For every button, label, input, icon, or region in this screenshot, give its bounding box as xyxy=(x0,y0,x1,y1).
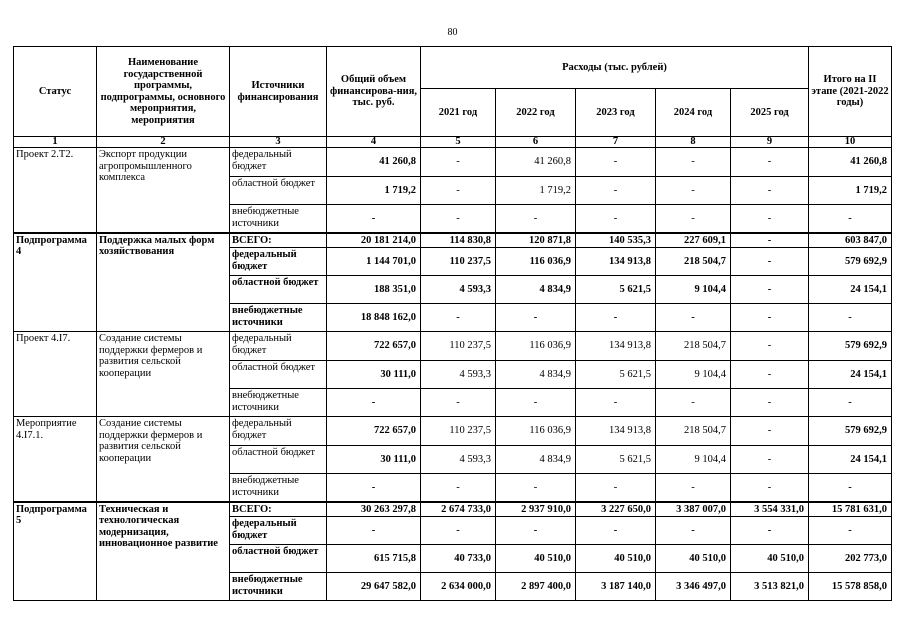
year-2023-cell: - xyxy=(576,517,656,545)
stage-total-cell: 579 692,9 xyxy=(809,332,892,361)
year-2022-cell: 2 897 400,0 xyxy=(496,573,576,601)
source-cell: внебюджетные источники xyxy=(230,474,327,502)
table-row xyxy=(14,148,892,177)
year-2025-cell: - xyxy=(731,304,809,332)
col-index: 2 xyxy=(97,137,230,148)
source-cell: федеральный бюджет xyxy=(230,148,327,177)
stage-total-cell: 15 781 631,0 xyxy=(809,502,892,517)
year-2023-cell: - xyxy=(576,474,656,502)
col-index: 7 xyxy=(576,137,656,148)
stage-total-cell: 41 260,8 xyxy=(809,148,892,177)
header-year: 2025 год xyxy=(731,89,809,137)
stage-total-cell: - xyxy=(809,304,892,332)
year-2025-cell: 3 513 821,0 xyxy=(731,573,809,601)
source-cell: внебюджетные источники xyxy=(230,573,327,601)
year-2025-cell: - xyxy=(731,361,809,389)
year-2022-cell: 1 719,2 xyxy=(496,177,576,205)
table-body xyxy=(14,148,892,601)
source-cell: внебюджетные источники xyxy=(230,304,327,332)
header-name: Наименование государственной программы, подпрограммы, основного мероприятия, мероприятия xyxy=(97,47,230,137)
status-cell: Подпрограмма 5 xyxy=(14,502,97,601)
header-year: 2024 год xyxy=(656,89,731,137)
year-2021-cell: 114 830,8 xyxy=(421,233,496,248)
header-expenses: Расходы (тыс. рублей) xyxy=(421,47,809,89)
name-cell: Техническая и технологическая модернизация, инновационное развитие xyxy=(97,502,230,601)
year-2024-cell: - xyxy=(656,517,731,545)
total-cell: - xyxy=(327,205,421,233)
source-cell: ВСЕГО: xyxy=(230,502,327,517)
year-2025-cell: - xyxy=(731,389,809,417)
year-2024-cell: 3 346 497,0 xyxy=(656,573,731,601)
year-2021-cell: 110 237,5 xyxy=(421,332,496,361)
year-2021-cell: 4 593,3 xyxy=(421,276,496,304)
total-cell: 722 657,0 xyxy=(327,332,421,361)
status-cell: Подпрограмма 4 xyxy=(14,233,97,332)
year-2021-cell: - xyxy=(421,205,496,233)
col-index: 3 xyxy=(230,137,327,148)
year-2025-cell: - xyxy=(731,248,809,276)
source-cell: ВСЕГО: xyxy=(230,233,327,248)
name-cell: Поддержка малых форм хозяйствования xyxy=(97,233,230,332)
year-2021-cell: 2 674 733,0 xyxy=(421,502,496,517)
source-cell: областной бюджет xyxy=(230,545,327,573)
total-cell: 30 111,0 xyxy=(327,446,421,474)
source-cell: федеральный бюджет xyxy=(230,248,327,276)
year-2023-cell: - xyxy=(576,205,656,233)
year-2022-cell: 4 834,9 xyxy=(496,446,576,474)
total-cell: 18 848 162,0 xyxy=(327,304,421,332)
year-2022-cell: 120 871,8 xyxy=(496,233,576,248)
total-cell: 615 715,8 xyxy=(327,545,421,573)
year-2025-cell: - xyxy=(731,233,809,248)
total-cell: 30 263 297,8 xyxy=(327,502,421,517)
header-year: 2021 год xyxy=(421,89,496,137)
year-2021-cell: 110 237,5 xyxy=(421,248,496,276)
year-2024-cell: 218 504,7 xyxy=(656,332,731,361)
year-2023-cell: 40 510,0 xyxy=(576,545,656,573)
source-cell: внебюджетные источники xyxy=(230,389,327,417)
name-cell: Экспорт продукции агропромышленного комплекса xyxy=(97,148,230,233)
header-sources: Источники финансирования xyxy=(230,47,327,137)
financing-table xyxy=(13,46,892,601)
year-2024-cell: - xyxy=(656,205,731,233)
source-cell: внебюджетные источники xyxy=(230,205,327,233)
total-cell: 722 657,0 xyxy=(327,417,421,446)
total-cell: 41 260,8 xyxy=(327,148,421,177)
year-2024-cell: 227 609,1 xyxy=(656,233,731,248)
stage-total-cell: - xyxy=(809,517,892,545)
year-2023-cell: 134 913,8 xyxy=(576,417,656,446)
stage-total-cell: - xyxy=(809,389,892,417)
year-2023-cell: - xyxy=(576,148,656,177)
header-total: Общий объем финансирова-ния, тыс. руб. xyxy=(327,47,421,137)
year-2022-cell: - xyxy=(496,517,576,545)
total-cell: 1 719,2 xyxy=(327,177,421,205)
year-2022-cell: 116 036,9 xyxy=(496,248,576,276)
col-index: 5 xyxy=(421,137,496,148)
year-2025-cell: - xyxy=(731,332,809,361)
year-2024-cell: - xyxy=(656,177,731,205)
year-2024-cell: 3 387 007,0 xyxy=(656,502,731,517)
total-cell: 20 181 214,0 xyxy=(327,233,421,248)
year-2024-cell: - xyxy=(656,148,731,177)
name-cell: Создание системы поддержки фермеров и развития сельской кооперации xyxy=(97,332,230,417)
source-cell: федеральный бюджет xyxy=(230,332,327,361)
year-2025-cell: - xyxy=(731,205,809,233)
header-status: Статус xyxy=(14,47,97,137)
year-2024-cell: 9 104,4 xyxy=(656,446,731,474)
year-2023-cell: 140 535,3 xyxy=(576,233,656,248)
year-2022-cell: 116 036,9 xyxy=(496,332,576,361)
year-2023-cell: 5 621,5 xyxy=(576,276,656,304)
year-2025-cell: 40 510,0 xyxy=(731,545,809,573)
year-2024-cell: 40 510,0 xyxy=(656,545,731,573)
total-cell: - xyxy=(327,517,421,545)
year-2023-cell: - xyxy=(576,389,656,417)
col-index: 4 xyxy=(327,137,421,148)
total-cell: 29 647 582,0 xyxy=(327,573,421,601)
year-2021-cell: - xyxy=(421,304,496,332)
year-2025-cell: - xyxy=(731,446,809,474)
table-row xyxy=(14,417,892,446)
year-2022-cell: 4 834,9 xyxy=(496,361,576,389)
year-2021-cell: 2 634 000,0 xyxy=(421,573,496,601)
stage-total-cell: 24 154,1 xyxy=(809,276,892,304)
stage-total-cell: 202 773,0 xyxy=(809,545,892,573)
year-2024-cell: - xyxy=(656,474,731,502)
year-2023-cell: - xyxy=(576,304,656,332)
year-2021-cell: 4 593,3 xyxy=(421,361,496,389)
year-2022-cell: - xyxy=(496,389,576,417)
year-2025-cell: - xyxy=(731,148,809,177)
col-index: 9 xyxy=(731,137,809,148)
year-2024-cell: - xyxy=(656,389,731,417)
source-cell: областной бюджет xyxy=(230,177,327,205)
year-2025-cell: 3 554 331,0 xyxy=(731,502,809,517)
year-2022-cell: 40 510,0 xyxy=(496,545,576,573)
col-index: 10 xyxy=(809,137,892,148)
year-2024-cell: 9 104,4 xyxy=(656,361,731,389)
header-stage-total: Итого на II этапе (2021-2022 годы) xyxy=(809,47,892,137)
year-2025-cell: - xyxy=(731,517,809,545)
total-cell: - xyxy=(327,474,421,502)
col-index: 8 xyxy=(656,137,731,148)
column-index-row xyxy=(14,137,892,148)
header-year: 2023 год xyxy=(576,89,656,137)
total-cell: - xyxy=(327,389,421,417)
year-2021-cell: - xyxy=(421,177,496,205)
status-cell: Проект 2.Т2. xyxy=(14,148,97,233)
stage-total-cell: - xyxy=(809,205,892,233)
year-2025-cell: - xyxy=(731,417,809,446)
year-2021-cell: 40 733,0 xyxy=(421,545,496,573)
year-2022-cell: 4 834,9 xyxy=(496,276,576,304)
year-2021-cell: 4 593,3 xyxy=(421,446,496,474)
total-cell: 1 144 701,0 xyxy=(327,248,421,276)
year-2023-cell: 134 913,8 xyxy=(576,248,656,276)
year-2024-cell: 218 504,7 xyxy=(656,248,731,276)
year-2022-cell: - xyxy=(496,304,576,332)
stage-total-cell: 24 154,1 xyxy=(809,446,892,474)
year-2025-cell: - xyxy=(731,474,809,502)
status-cell: Проект 4.I7. xyxy=(14,332,97,417)
stage-total-cell: 15 578 858,0 xyxy=(809,573,892,601)
year-2022-cell: 2 937 910,0 xyxy=(496,502,576,517)
page-number: 80 xyxy=(447,27,458,38)
year-2023-cell: - xyxy=(576,177,656,205)
stage-total-cell: 579 692,9 xyxy=(809,417,892,446)
source-cell: областной бюджет xyxy=(230,276,327,304)
table-row xyxy=(14,233,892,248)
total-cell: 188 351,0 xyxy=(327,276,421,304)
year-2023-cell: 3 227 650,0 xyxy=(576,502,656,517)
year-2025-cell: - xyxy=(731,276,809,304)
year-2023-cell: 3 187 140,0 xyxy=(576,573,656,601)
stage-total-cell: 24 154,1 xyxy=(809,361,892,389)
year-2024-cell: 9 104,4 xyxy=(656,276,731,304)
year-2025-cell: - xyxy=(731,177,809,205)
year-2023-cell: 5 621,5 xyxy=(576,361,656,389)
col-index: 6 xyxy=(496,137,576,148)
year-2021-cell: - xyxy=(421,517,496,545)
year-2023-cell: 134 913,8 xyxy=(576,332,656,361)
source-cell: федеральный бюджет xyxy=(230,517,327,545)
source-cell: федеральный бюджет xyxy=(230,417,327,446)
name-cell: Создание системы поддержки фермеров и развития сельской кооперации xyxy=(97,417,230,502)
table-row xyxy=(14,332,892,361)
year-2021-cell: - xyxy=(421,389,496,417)
year-2021-cell: - xyxy=(421,148,496,177)
total-cell: 30 111,0 xyxy=(327,361,421,389)
status-cell: Мероприятие 4.I7.1. xyxy=(14,417,97,502)
col-index: 1 xyxy=(14,137,97,148)
year-2022-cell: - xyxy=(496,474,576,502)
source-cell: областной бюджет xyxy=(230,361,327,389)
stage-total-cell: - xyxy=(809,474,892,502)
year-2023-cell: 5 621,5 xyxy=(576,446,656,474)
year-2021-cell: - xyxy=(421,474,496,502)
header-year: 2022 год xyxy=(496,89,576,137)
year-2021-cell: 110 237,5 xyxy=(421,417,496,446)
year-2022-cell: 116 036,9 xyxy=(496,417,576,446)
year-2022-cell: - xyxy=(496,205,576,233)
stage-total-cell: 579 692,9 xyxy=(809,248,892,276)
stage-total-cell: 1 719,2 xyxy=(809,177,892,205)
source-cell: областной бюджет xyxy=(230,446,327,474)
year-2024-cell: 218 504,7 xyxy=(656,417,731,446)
table-row xyxy=(14,502,892,517)
stage-total-cell: 603 847,0 xyxy=(809,233,892,248)
year-2022-cell: 41 260,8 xyxy=(496,148,576,177)
year-2024-cell: - xyxy=(656,304,731,332)
